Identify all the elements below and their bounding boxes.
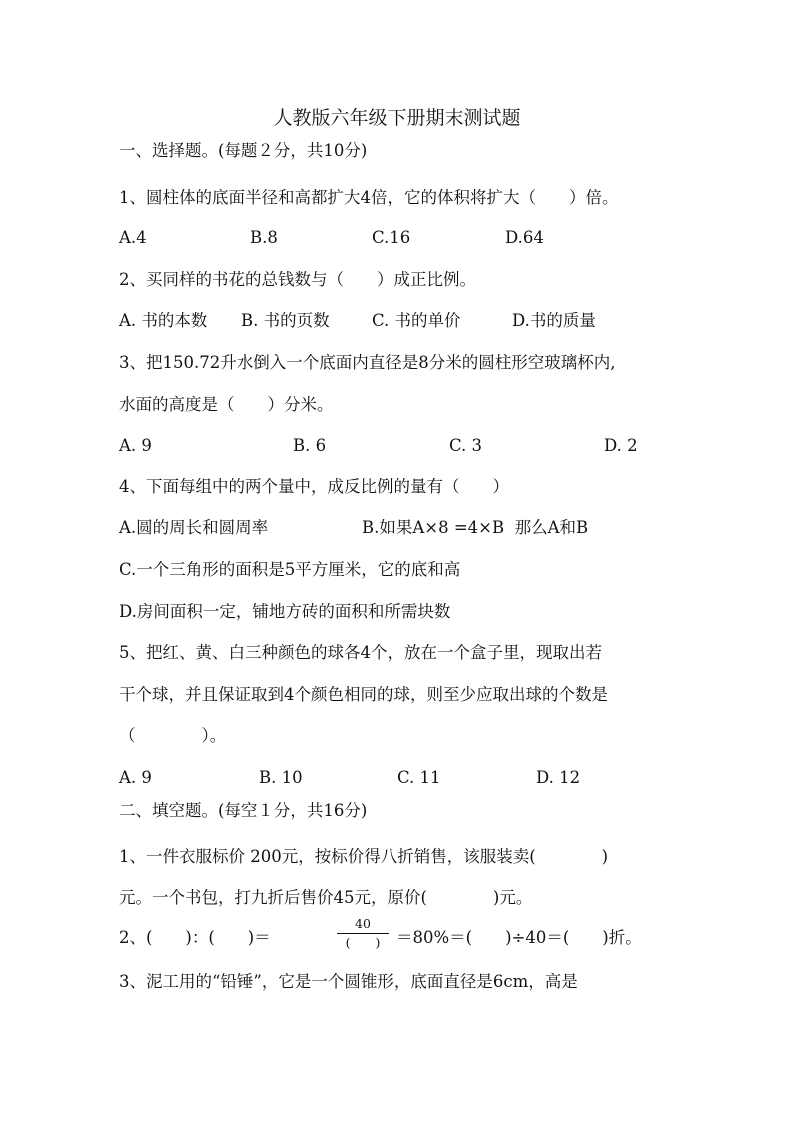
q1-option-c: C.16 xyxy=(372,228,411,247)
fraction-denominator: ( ) xyxy=(345,935,381,950)
fill-q2-fraction xyxy=(335,916,391,951)
q2-option-b: B. 书的页数 xyxy=(241,311,330,330)
q4-option-a: A.圆的周长和圆周率 xyxy=(119,518,269,537)
q1-stem: 1、圆柱体的底面半径和高都扩大4倍，它的体积将扩大（ ）倍。 xyxy=(119,188,619,207)
q5-option-d: D. 12 xyxy=(536,768,581,787)
q5-stem-line1: 5、把红、黄、白三种颜色的球各4个，放在一个盒子里，现取出若 xyxy=(119,643,602,662)
q2-stem: 2、买同样的书花的总钱数与（ ）成正比例。 xyxy=(119,270,476,289)
section1-heading: 一、选择题。(每题２分，共10分) xyxy=(119,141,368,160)
fraction-bar xyxy=(337,933,389,934)
q3-option-a: A. 9 xyxy=(119,436,152,455)
q3-option-c: C. 3 xyxy=(449,436,483,455)
fill-q3-line1: 3、泥工用的“铅锤”，它是一个圆锥形，底面直径是6cm，高是 xyxy=(119,972,578,991)
q2-option-d: D.书的质量 xyxy=(512,311,596,330)
q3-stem-line2: 水面的高度是（ ）分米。 xyxy=(119,395,334,414)
q1-option-a: A.4 xyxy=(119,228,147,247)
q5-option-c: C. 11 xyxy=(397,768,441,787)
fill-q1-line1: 1、一件衣服标价 200元，按标价得八折销售，该服装卖( ) xyxy=(119,847,609,866)
q2-option-c: C. 书的单价 xyxy=(372,311,461,330)
q3-stem-line1: 3、把150.72升水倒入一个底面内直径是8分米的圆柱形空玻璃杯内, xyxy=(119,353,616,372)
q5-stem-line3: （ ）。 xyxy=(119,726,227,745)
fill-q1-line2: 元。一个书包，打九折后售价45元，原价( )元。 xyxy=(119,888,533,907)
q4-stem: 4、下面每组中的两个量中，成反比例的量有（ ） xyxy=(119,477,509,496)
q4-option-c: C.一个三角形的面积是5平方厘米，它的底和高 xyxy=(119,560,461,579)
q5-stem-line2: 干个球，并且保证取到4个颜色相同的球，则至少应取出球的个数是 xyxy=(119,685,608,704)
fill-q2-suffix: ＝80%＝( )÷40＝( )折。 xyxy=(396,928,642,947)
q2-option-a: A. 书的本数 xyxy=(119,311,208,330)
fill-q2-prefix: 2、( )：( )＝ xyxy=(119,928,271,947)
page-title: 人教版六年级下册期末测试题 xyxy=(273,107,521,129)
section2-heading: 二、填空题。(每空１分，共16分) xyxy=(119,801,368,820)
q5-option-b: B. 10 xyxy=(259,768,303,787)
q1-option-d: D.64 xyxy=(505,228,544,247)
q4-option-b: B.如果A×8 =4×B 那么A和B xyxy=(362,518,589,537)
q5-option-a: A. 9 xyxy=(119,768,152,787)
q3-option-b: B. 6 xyxy=(293,436,327,455)
q4-option-d: D.房间面积一定，铺地方砖的面积和所需块数 xyxy=(119,602,451,621)
q1-option-b: B.8 xyxy=(250,228,278,247)
q3-option-d: D. 2 xyxy=(604,436,638,455)
fraction-numerator: 40 xyxy=(355,916,371,931)
